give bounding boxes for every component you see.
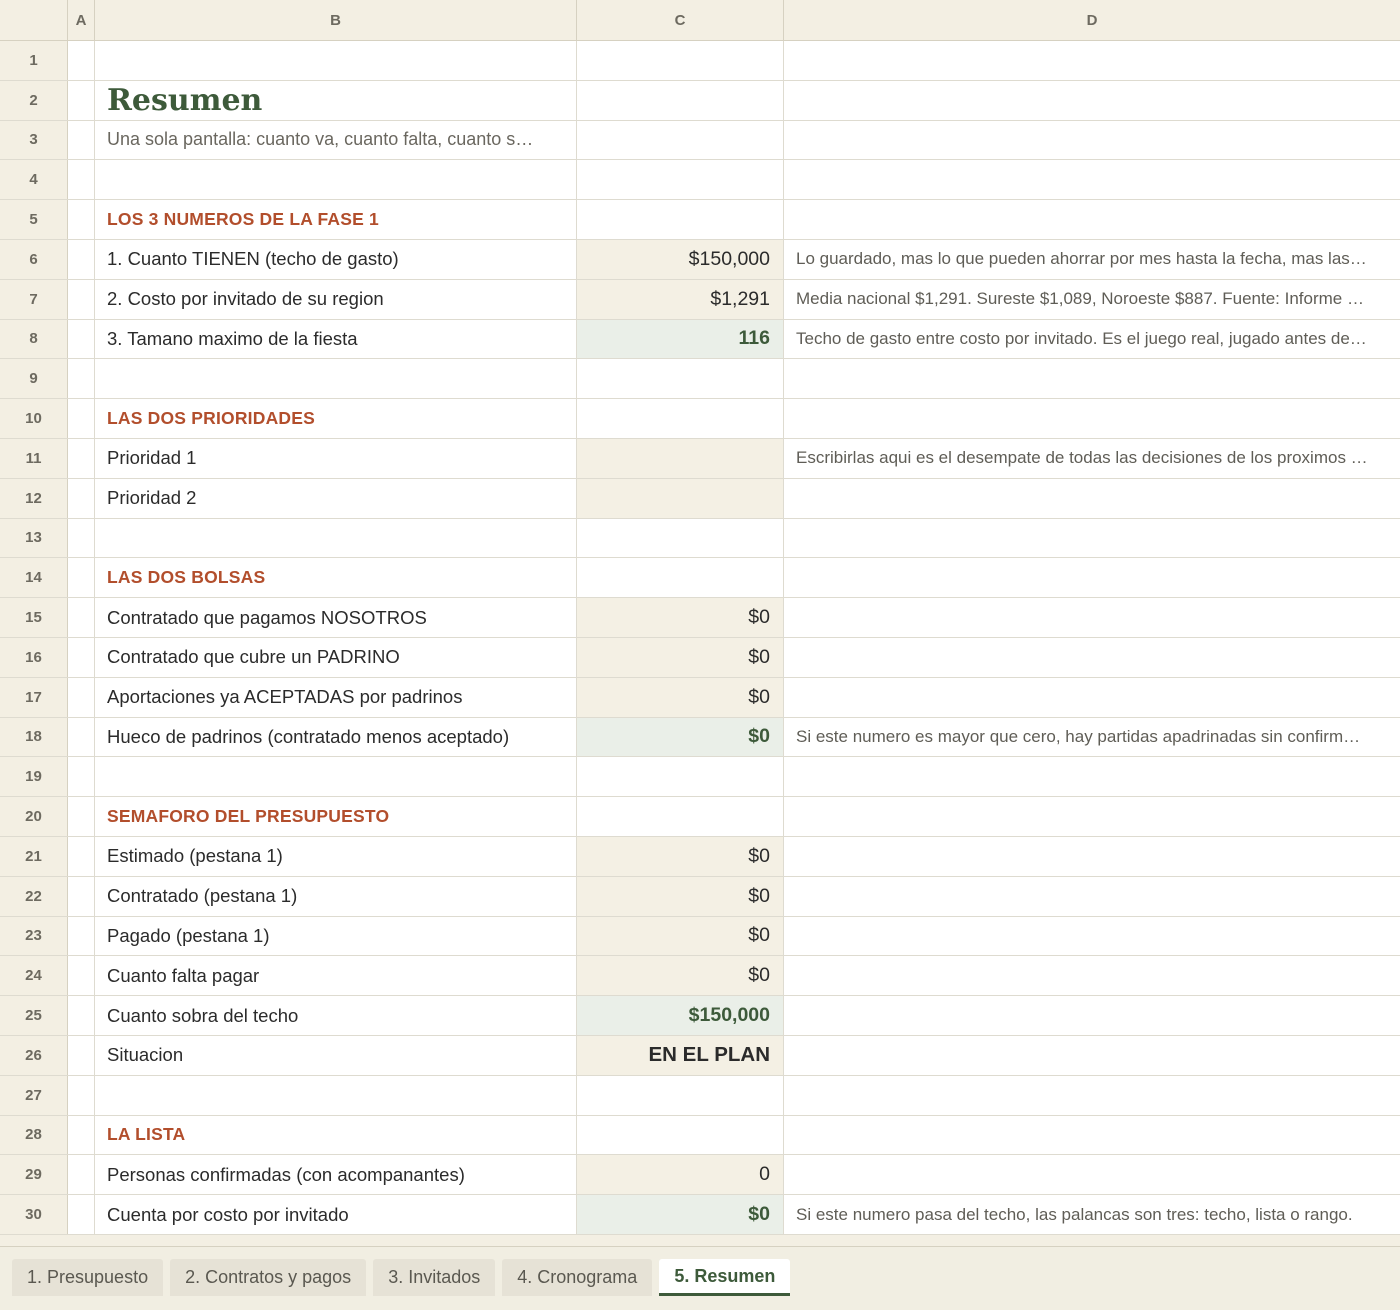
cell-a[interactable] (68, 479, 95, 518)
cell-a[interactable] (68, 1116, 95, 1155)
table-row (0, 797, 1400, 837)
cell-c[interactable]: $0 (577, 638, 784, 677)
cell-b-text: LOS 3 NUMEROS DE LA FASE 1 (107, 209, 379, 230)
cell-d[interactable] (784, 1076, 1400, 1115)
row-header[interactable]: 2 (0, 81, 68, 120)
row-header[interactable]: 25 (0, 996, 68, 1035)
cell-b[interactable] (95, 877, 577, 916)
cell-c[interactable] (577, 41, 784, 80)
cell-d[interactable] (784, 439, 1400, 478)
cell-b[interactable] (95, 1116, 577, 1155)
sheet-tab[interactable]: 2. Contratos y pagos (170, 1259, 366, 1296)
cell-d[interactable] (784, 917, 1400, 956)
table-row (0, 837, 1400, 877)
cell-d[interactable] (784, 678, 1400, 717)
cell-b-text: Prioridad 2 (107, 487, 197, 509)
table-row (0, 1155, 1400, 1195)
cell-a[interactable] (68, 240, 95, 279)
cell-b[interactable] (95, 160, 577, 199)
cell-d[interactable] (784, 638, 1400, 677)
row-header[interactable]: 13 (0, 519, 68, 558)
cell-a[interactable] (68, 200, 95, 239)
cell-a[interactable] (68, 598, 95, 637)
cell-c[interactable]: 0 (577, 1155, 784, 1194)
cell-c[interactable] (577, 1076, 784, 1115)
table-row (0, 757, 1400, 797)
cell-a[interactable] (68, 558, 95, 597)
cell-d[interactable] (784, 837, 1400, 876)
table-row (0, 160, 1400, 200)
cell-a[interactable] (68, 399, 95, 438)
row-header[interactable]: 18 (0, 718, 68, 757)
cell-b[interactable] (95, 1076, 577, 1115)
cell-c[interactable]: $0 (577, 678, 784, 717)
row-header[interactable]: 5 (0, 200, 68, 239)
cell-d-text: Media nacional $1,291. Sureste $1,089, Noroeste $887. Fuente: Informe … (796, 289, 1364, 309)
cell-d[interactable] (784, 479, 1400, 518)
cell-d[interactable] (784, 359, 1400, 398)
cell-b[interactable] (95, 1195, 577, 1234)
cell-c[interactable] (577, 200, 784, 239)
column-header-c[interactable]: C (577, 0, 784, 40)
row-header[interactable]: 6 (0, 240, 68, 279)
row-header[interactable]: 28 (0, 1116, 68, 1155)
cell-c[interactable]: 116 (577, 320, 784, 359)
row-header[interactable]: 20 (0, 797, 68, 836)
cell-a[interactable] (68, 1036, 95, 1075)
cell-b-text: Situacion (107, 1044, 184, 1066)
cell-b-text: Resumen (107, 82, 263, 118)
row-header[interactable]: 3 (0, 121, 68, 160)
cell-a[interactable] (68, 320, 95, 359)
cell-b[interactable] (95, 439, 577, 478)
row-header[interactable]: 4 (0, 160, 68, 199)
sheet-tab[interactable]: 1. Presupuesto (12, 1259, 163, 1296)
row-header[interactable]: 21 (0, 837, 68, 876)
cell-d[interactable] (784, 877, 1400, 916)
table-row (0, 519, 1400, 559)
sheet-tab[interactable]: 3. Invitados (373, 1259, 495, 1296)
cell-d[interactable] (784, 558, 1400, 597)
column-header-a[interactable]: A (68, 0, 95, 40)
cell-d[interactable] (784, 1116, 1400, 1155)
cell-d[interactable] (784, 797, 1400, 836)
cell-d[interactable] (784, 399, 1400, 438)
row-header[interactable]: 11 (0, 439, 68, 478)
cell-b[interactable] (95, 718, 577, 757)
table-row (0, 678, 1400, 718)
table-row (0, 638, 1400, 678)
cell-d[interactable] (784, 519, 1400, 558)
cell-a[interactable] (68, 439, 95, 478)
cell-b-text: Contratado que pagamos NOSOTROS (107, 606, 427, 628)
sheet-tab[interactable]: 4. Cronograma (502, 1259, 652, 1296)
cell-c[interactable]: $0 (577, 1195, 784, 1234)
cell-d[interactable] (784, 41, 1400, 80)
grid-rows (0, 41, 1400, 1235)
cell-d[interactable] (784, 121, 1400, 160)
cell-b-text: Estimado (pestana 1) (107, 845, 283, 867)
cell-b[interactable] (95, 837, 577, 876)
row-header[interactable]: 10 (0, 399, 68, 438)
table-row (0, 41, 1400, 81)
row-header[interactable]: 7 (0, 280, 68, 319)
row-header[interactable]: 26 (0, 1036, 68, 1075)
cell-d[interactable] (784, 160, 1400, 199)
table-row (0, 1195, 1400, 1235)
cell-a[interactable] (68, 121, 95, 160)
cell-a[interactable] (68, 718, 95, 757)
cell-a[interactable] (68, 917, 95, 956)
cell-b[interactable] (95, 479, 577, 518)
column-header-b[interactable]: B (95, 0, 577, 40)
cell-c[interactable] (577, 359, 784, 398)
row-header[interactable]: 1 (0, 41, 68, 80)
cell-b[interactable] (95, 917, 577, 956)
cell-b[interactable] (95, 996, 577, 1035)
table-row (0, 399, 1400, 439)
table-row (0, 81, 1400, 121)
cell-b[interactable] (95, 956, 577, 995)
cell-b[interactable] (95, 638, 577, 677)
table-row (0, 280, 1400, 320)
cell-b-text: LA LISTA (107, 1124, 186, 1145)
cell-d-text: Si este numero pasa del techo, las palancas son tres: techo, lista o rango. (796, 1204, 1353, 1224)
cell-d[interactable] (784, 956, 1400, 995)
cell-a[interactable] (68, 638, 95, 677)
cell-c[interactable]: $0 (577, 718, 784, 757)
cell-c[interactable] (577, 558, 784, 597)
cell-b-text: Cuanto falta pagar (107, 964, 260, 986)
cell-c[interactable] (577, 1116, 784, 1155)
cell-d[interactable] (784, 1155, 1400, 1194)
table-row (0, 359, 1400, 399)
table-row (0, 877, 1400, 917)
table-row (0, 439, 1400, 479)
table-row (0, 917, 1400, 957)
row-header[interactable]: 27 (0, 1076, 68, 1115)
cell-c[interactable]: $0 (577, 837, 784, 876)
cell-a[interactable] (68, 797, 95, 836)
row-header[interactable]: 29 (0, 1155, 68, 1194)
table-row (0, 956, 1400, 996)
cell-b-text: Una sola pantalla: cuanto va, cuanto falta, cuanto s… (107, 129, 534, 150)
cell-b-text: 3. Tamano maximo de la fiesta (107, 327, 358, 349)
table-row (0, 996, 1400, 1036)
cell-c[interactable] (577, 479, 784, 518)
cell-a[interactable] (68, 1195, 95, 1234)
table-row (0, 1116, 1400, 1156)
cell-d-text: Techo de gasto entre costo por invitado. Es el juego real, jugado antes de… (796, 328, 1367, 348)
cell-b-text: SEMAFORO DEL PRESUPUESTO (107, 806, 390, 827)
cell-a[interactable] (68, 678, 95, 717)
table-row (0, 121, 1400, 161)
cell-b-text: 1. Cuanto TIENEN (techo de gasto) (107, 248, 399, 270)
cell-b[interactable] (95, 41, 577, 80)
cell-c[interactable] (577, 519, 784, 558)
cell-a[interactable] (68, 1155, 95, 1194)
row-header[interactable]: 22 (0, 877, 68, 916)
cell-b-text: Personas confirmadas (con acompanantes) (107, 1163, 465, 1185)
cell-b[interactable] (95, 121, 577, 160)
cell-a[interactable] (68, 359, 95, 398)
row-header[interactable]: 12 (0, 479, 68, 518)
cell-b-text: Aportaciones ya ACEPTADAS por padrinos (107, 686, 463, 708)
cell-b[interactable] (95, 280, 577, 319)
cell-d[interactable] (784, 757, 1400, 796)
cell-d-text: Si este numero es mayor que cero, hay partidas apadrinadas sin confirm… (796, 726, 1361, 746)
cell-b-text: Contratado (pestana 1) (107, 885, 298, 907)
cell-d[interactable] (784, 240, 1400, 279)
cell-b[interactable] (95, 320, 577, 359)
cell-d[interactable] (784, 598, 1400, 637)
cell-d-text: Escribirlas aqui es el desempate de todas las decisiones de los proximos … (796, 448, 1368, 468)
cell-b-text: Pagado (pestana 1) (107, 924, 270, 946)
cell-d[interactable] (784, 81, 1400, 120)
cell-b-text: 2. Costo por invitado de su region (107, 288, 384, 310)
table-row (0, 718, 1400, 758)
cell-b[interactable] (95, 81, 577, 120)
cell-c[interactable]: $150,000 (577, 240, 784, 279)
cell-b[interactable] (95, 598, 577, 637)
cell-c[interactable] (577, 439, 784, 478)
row-header[interactable]: 15 (0, 598, 68, 637)
cell-a[interactable] (68, 280, 95, 319)
cell-c[interactable] (577, 797, 784, 836)
cell-a[interactable] (68, 41, 95, 80)
row-header[interactable]: 24 (0, 956, 68, 995)
cell-c[interactable] (577, 121, 784, 160)
table-row (0, 479, 1400, 519)
cell-c[interactable] (577, 160, 784, 199)
cell-d[interactable] (784, 718, 1400, 757)
cell-b[interactable] (95, 757, 577, 796)
cell-c[interactable] (577, 757, 784, 796)
row-header[interactable]: 23 (0, 917, 68, 956)
cell-d[interactable] (784, 996, 1400, 1035)
table-row (0, 320, 1400, 360)
cell-a[interactable] (68, 757, 95, 796)
cell-d-text: Lo guardado, mas lo que pueden ahorrar por mes hasta la fecha, mas las… (796, 249, 1367, 269)
cell-c[interactable] (577, 81, 784, 120)
cell-a[interactable] (68, 160, 95, 199)
cell-d[interactable] (784, 320, 1400, 359)
row-header[interactable]: 8 (0, 320, 68, 359)
cell-c[interactable]: $0 (577, 956, 784, 995)
cell-b-text: Cuenta por costo por invitado (107, 1203, 349, 1225)
cell-b[interactable] (95, 1036, 577, 1075)
row-header[interactable]: 14 (0, 558, 68, 597)
table-row (0, 200, 1400, 240)
table-row (0, 1036, 1400, 1076)
cell-c[interactable]: $0 (577, 598, 784, 637)
cell-b[interactable] (95, 1155, 577, 1194)
row-header[interactable]: 9 (0, 359, 68, 398)
cell-b[interactable] (95, 519, 577, 558)
cell-b[interactable] (95, 359, 577, 398)
cell-a[interactable] (68, 519, 95, 558)
cell-b[interactable] (95, 240, 577, 279)
cell-d[interactable] (784, 200, 1400, 239)
cell-b-text: LAS DOS PRIORIDADES (107, 408, 315, 429)
select-all-corner[interactable] (0, 0, 68, 40)
cell-b[interactable] (95, 399, 577, 438)
sheet-tab[interactable]: 5. Resumen (659, 1259, 790, 1296)
cell-b-text: LAS DOS BOLSAS (107, 567, 266, 588)
cell-c[interactable]: EN EL PLAN (577, 1036, 784, 1075)
cell-c[interactable]: $1,291 (577, 280, 784, 319)
row-header[interactable]: 17 (0, 678, 68, 717)
cell-b-text: Prioridad 1 (107, 447, 197, 469)
cell-b-text: Cuanto sobra del techo (107, 1004, 299, 1026)
cell-a[interactable] (68, 877, 95, 916)
cell-c[interactable]: $0 (577, 917, 784, 956)
cell-a[interactable] (68, 956, 95, 995)
cell-b[interactable] (95, 797, 577, 836)
cell-b[interactable] (95, 200, 577, 239)
table-row (0, 1076, 1400, 1116)
cell-c[interactable] (577, 399, 784, 438)
sheet-tab-bar (0, 1246, 1400, 1310)
table-row (0, 558, 1400, 598)
cell-d[interactable] (784, 1195, 1400, 1234)
cell-b-text: Hueco de padrinos (contratado menos aceptado) (107, 725, 510, 747)
row-header[interactable]: 30 (0, 1195, 68, 1234)
row-header[interactable]: 16 (0, 638, 68, 677)
cell-b[interactable] (95, 558, 577, 597)
cell-c[interactable]: $0 (577, 877, 784, 916)
cell-a[interactable] (68, 1076, 95, 1115)
cell-a[interactable] (68, 81, 95, 120)
column-header-d[interactable]: D (1086, 11, 1098, 29)
column-header-row (0, 0, 1400, 41)
cell-b-text: Contratado que cubre un PADRINO (107, 646, 400, 668)
cell-d[interactable] (784, 1036, 1400, 1075)
table-row (0, 598, 1400, 638)
row-header[interactable]: 19 (0, 757, 68, 796)
cell-a[interactable] (68, 996, 95, 1035)
table-row (0, 240, 1400, 280)
cell-c[interactable]: $150,000 (577, 996, 784, 1035)
cell-a[interactable] (68, 837, 95, 876)
cell-d[interactable] (784, 280, 1400, 319)
cell-b[interactable] (95, 678, 577, 717)
